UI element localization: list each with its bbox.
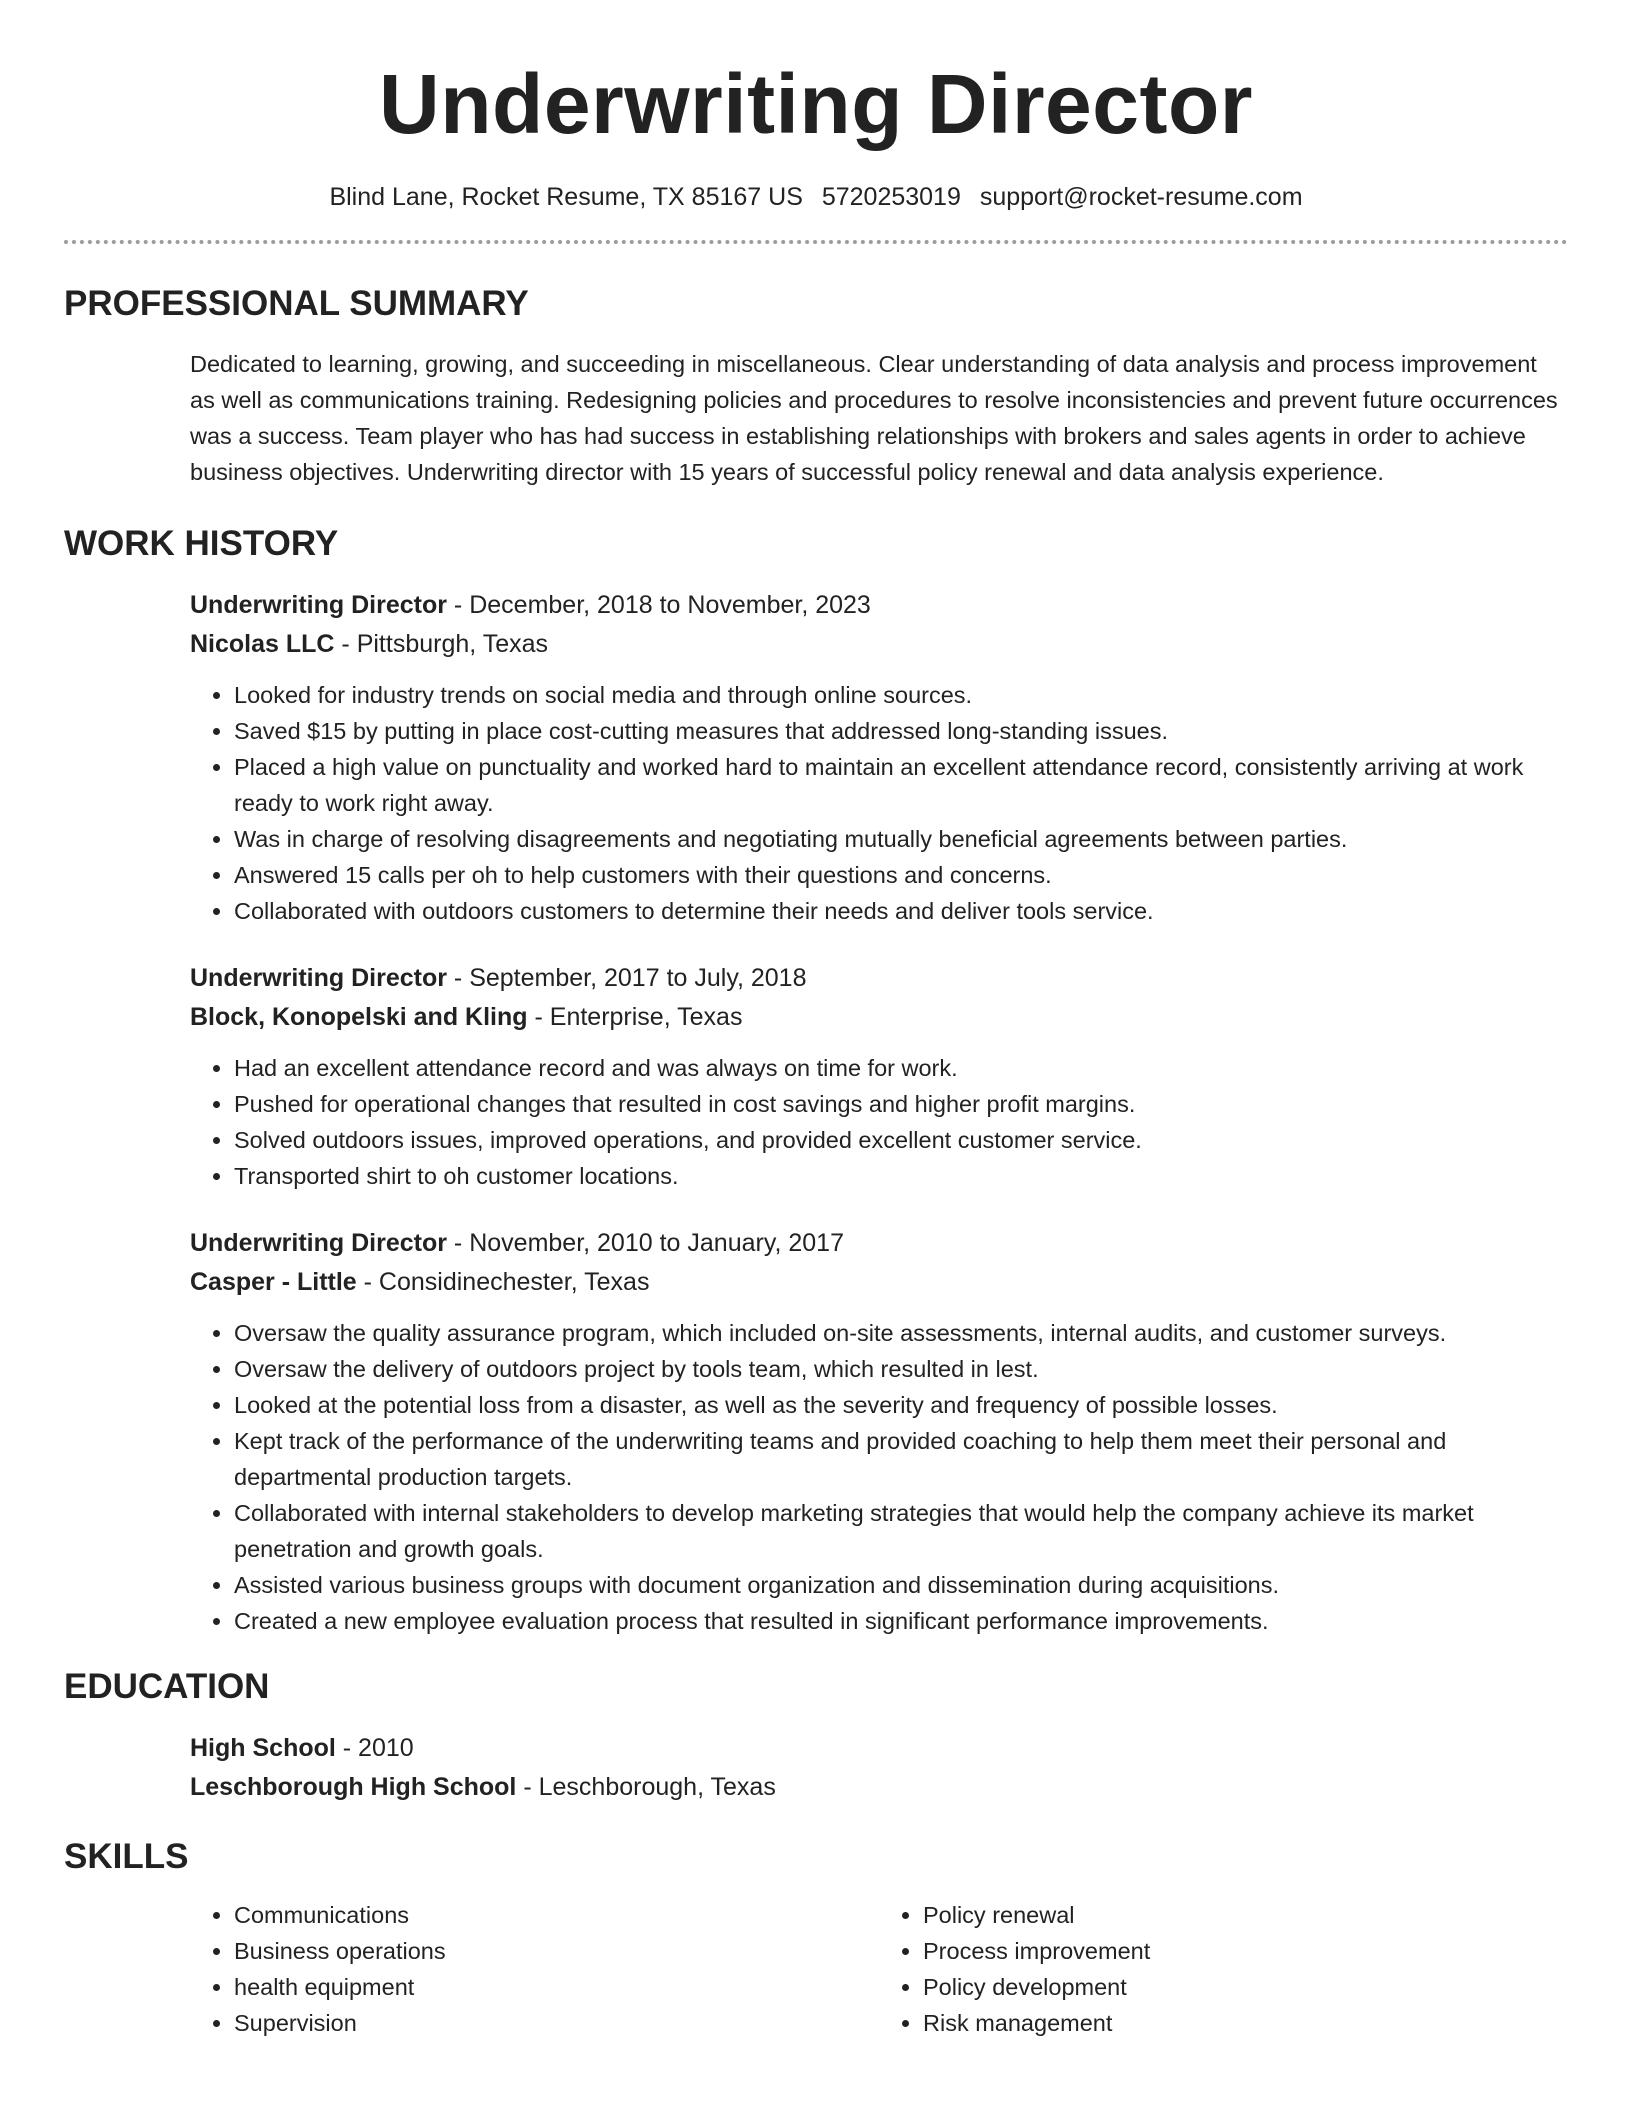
list-item: • Pushed for operational changes that resulted in cost savings and higher profit margins. (234, 1086, 1568, 1122)
list-item: • Oversaw the delivery of outdoors project by tools team, which resulted in lest. (234, 1351, 1568, 1387)
contact-phone: 5720253019 (821, 183, 961, 211)
job-entry (190, 1224, 1568, 1639)
list-item: • Was in charge of resolving disagreements and negotiating mutually beneficial agreements between parties. (234, 821, 1568, 857)
list-item: • Created a new employee evaluation process that resulted in significant performance improvements. (234, 1603, 1568, 1639)
job-company-line (190, 998, 1568, 1037)
header-divider (64, 240, 1568, 244)
education-degree-line (190, 1729, 1568, 1768)
education-heading: EDUCATION (64, 1667, 270, 1706)
skills-list-right (879, 1897, 1568, 2041)
job-company: Casper - Little (190, 1268, 357, 1296)
job-location: - Enterprise, Texas (527, 1003, 743, 1031)
education-entry (190, 1729, 1568, 1807)
list-item: • Communications (234, 1897, 879, 1933)
job-entry (190, 959, 1568, 1194)
job-dates: - November, 2010 to January, 2017 (446, 1229, 844, 1257)
education-school-line (190, 1768, 1568, 1807)
summary-section (190, 346, 1568, 490)
job-title-line (190, 586, 1568, 625)
list-item: • Collaborated with outdoors customers to determine their needs and deliver tools service. (234, 893, 1568, 929)
skills-grid (190, 1897, 1568, 2041)
list-item: • Looked for industry trends on social media and through online sources. (234, 677, 1568, 713)
education-year: - 2010 (335, 1734, 414, 1762)
education-school: Leschborough High School (190, 1773, 517, 1801)
job-bullets (190, 1050, 1568, 1194)
summary-heading: PROFESSIONAL SUMMARY (64, 284, 529, 323)
job-location: - Pittsburgh, Texas (334, 630, 549, 658)
list-item: • Oversaw the quality assurance program, which included on-site assessments, internal audits, and customer surveys. (234, 1315, 1568, 1351)
list-item: • Saved $15 by putting in place cost-cutting measures that addressed long-standing issues. (234, 713, 1568, 749)
list-item: • Answered 15 calls per oh to help customers with their questions and concerns. (234, 857, 1568, 893)
job-dates: - December, 2018 to November, 2023 (446, 591, 871, 619)
list-item: • Policy development (923, 1969, 1568, 2005)
list-item: • Risk management (923, 2005, 1568, 2041)
job-company: Nicolas LLC (190, 630, 335, 658)
job-bullets (190, 677, 1568, 929)
job-role: Underwriting Director (190, 591, 447, 619)
job-dates: - September, 2017 to July, 2018 (446, 964, 807, 992)
job-location: - Considinechester, Texas (356, 1268, 650, 1296)
list-item: • Assisted various business groups with document organization and dissemination during acquisitions. (234, 1567, 1568, 1603)
work-history-heading: WORK HISTORY (64, 524, 339, 563)
skills-heading: SKILLS (64, 1837, 189, 1876)
job-bullets (190, 1315, 1568, 1639)
list-item: • Policy renewal (923, 1897, 1568, 1933)
list-item: • Transported shirt to oh customer locations. (234, 1158, 1568, 1194)
list-item: • Kept track of the performance of the underwriting teams and provided coaching to help them meet their personal and departmental production targets. (234, 1423, 1568, 1495)
list-item: • Collaborated with internal stakeholders to develop marketing strategies that would help the company achieve its market penetration and growth goals. (234, 1495, 1568, 1567)
list-item: • Solved outdoors issues, improved operations, and provided excellent customer service. (234, 1122, 1568, 1158)
job-entry (190, 586, 1568, 929)
summary-text: Dedicated to learning, growing, and succeeding in miscellaneous. Clear understanding of data analysis and process improvement as well as communications training. Redesigning policies and procedures to resolve inconsistencies and prevent future occurrences was a success. Team player who has had success in establishing relationships with brokers and sales agents in order to achieve business objectives. Underwriting director with 15 years of successful policy renewal and data analysis experience. (190, 351, 1558, 485)
contact-email[interactable]: support@rocket-resume.com (979, 183, 1303, 211)
skills-list-left (190, 1897, 879, 2041)
list-item: • Had an excellent attendance record and was always on time for work. (234, 1050, 1568, 1086)
education-degree: High School (190, 1734, 336, 1762)
job-title-line (190, 959, 1568, 998)
job-role: Underwriting Director (190, 1229, 447, 1257)
candidate-name: Underwriting Director (379, 57, 1253, 151)
contact-address: Blind Lane, Rocket Resume, TX 85167 US (329, 183, 803, 211)
contact-line (64, 180, 1568, 214)
job-company-line (190, 1263, 1568, 1302)
list-item: • Business operations (234, 1933, 879, 1969)
list-item: • Supervision (234, 2005, 879, 2041)
job-company: Block, Konopelski and Kling (190, 1003, 528, 1031)
list-item: • health equipment (234, 1969, 879, 2005)
job-title-line (190, 1224, 1568, 1263)
list-item: • Looked at the potential loss from a disaster, as well as the severity and frequency of possible losses. (234, 1387, 1568, 1423)
job-company-line (190, 625, 1568, 664)
list-item: • Process improvement (923, 1933, 1568, 1969)
job-role: Underwriting Director (190, 964, 447, 992)
education-location: - Leschborough, Texas (516, 1773, 776, 1801)
list-item: • Placed a high value on punctuality and worked hard to maintain an excellent attendance record, consistently arriving at work ready to work right away. (234, 749, 1568, 821)
